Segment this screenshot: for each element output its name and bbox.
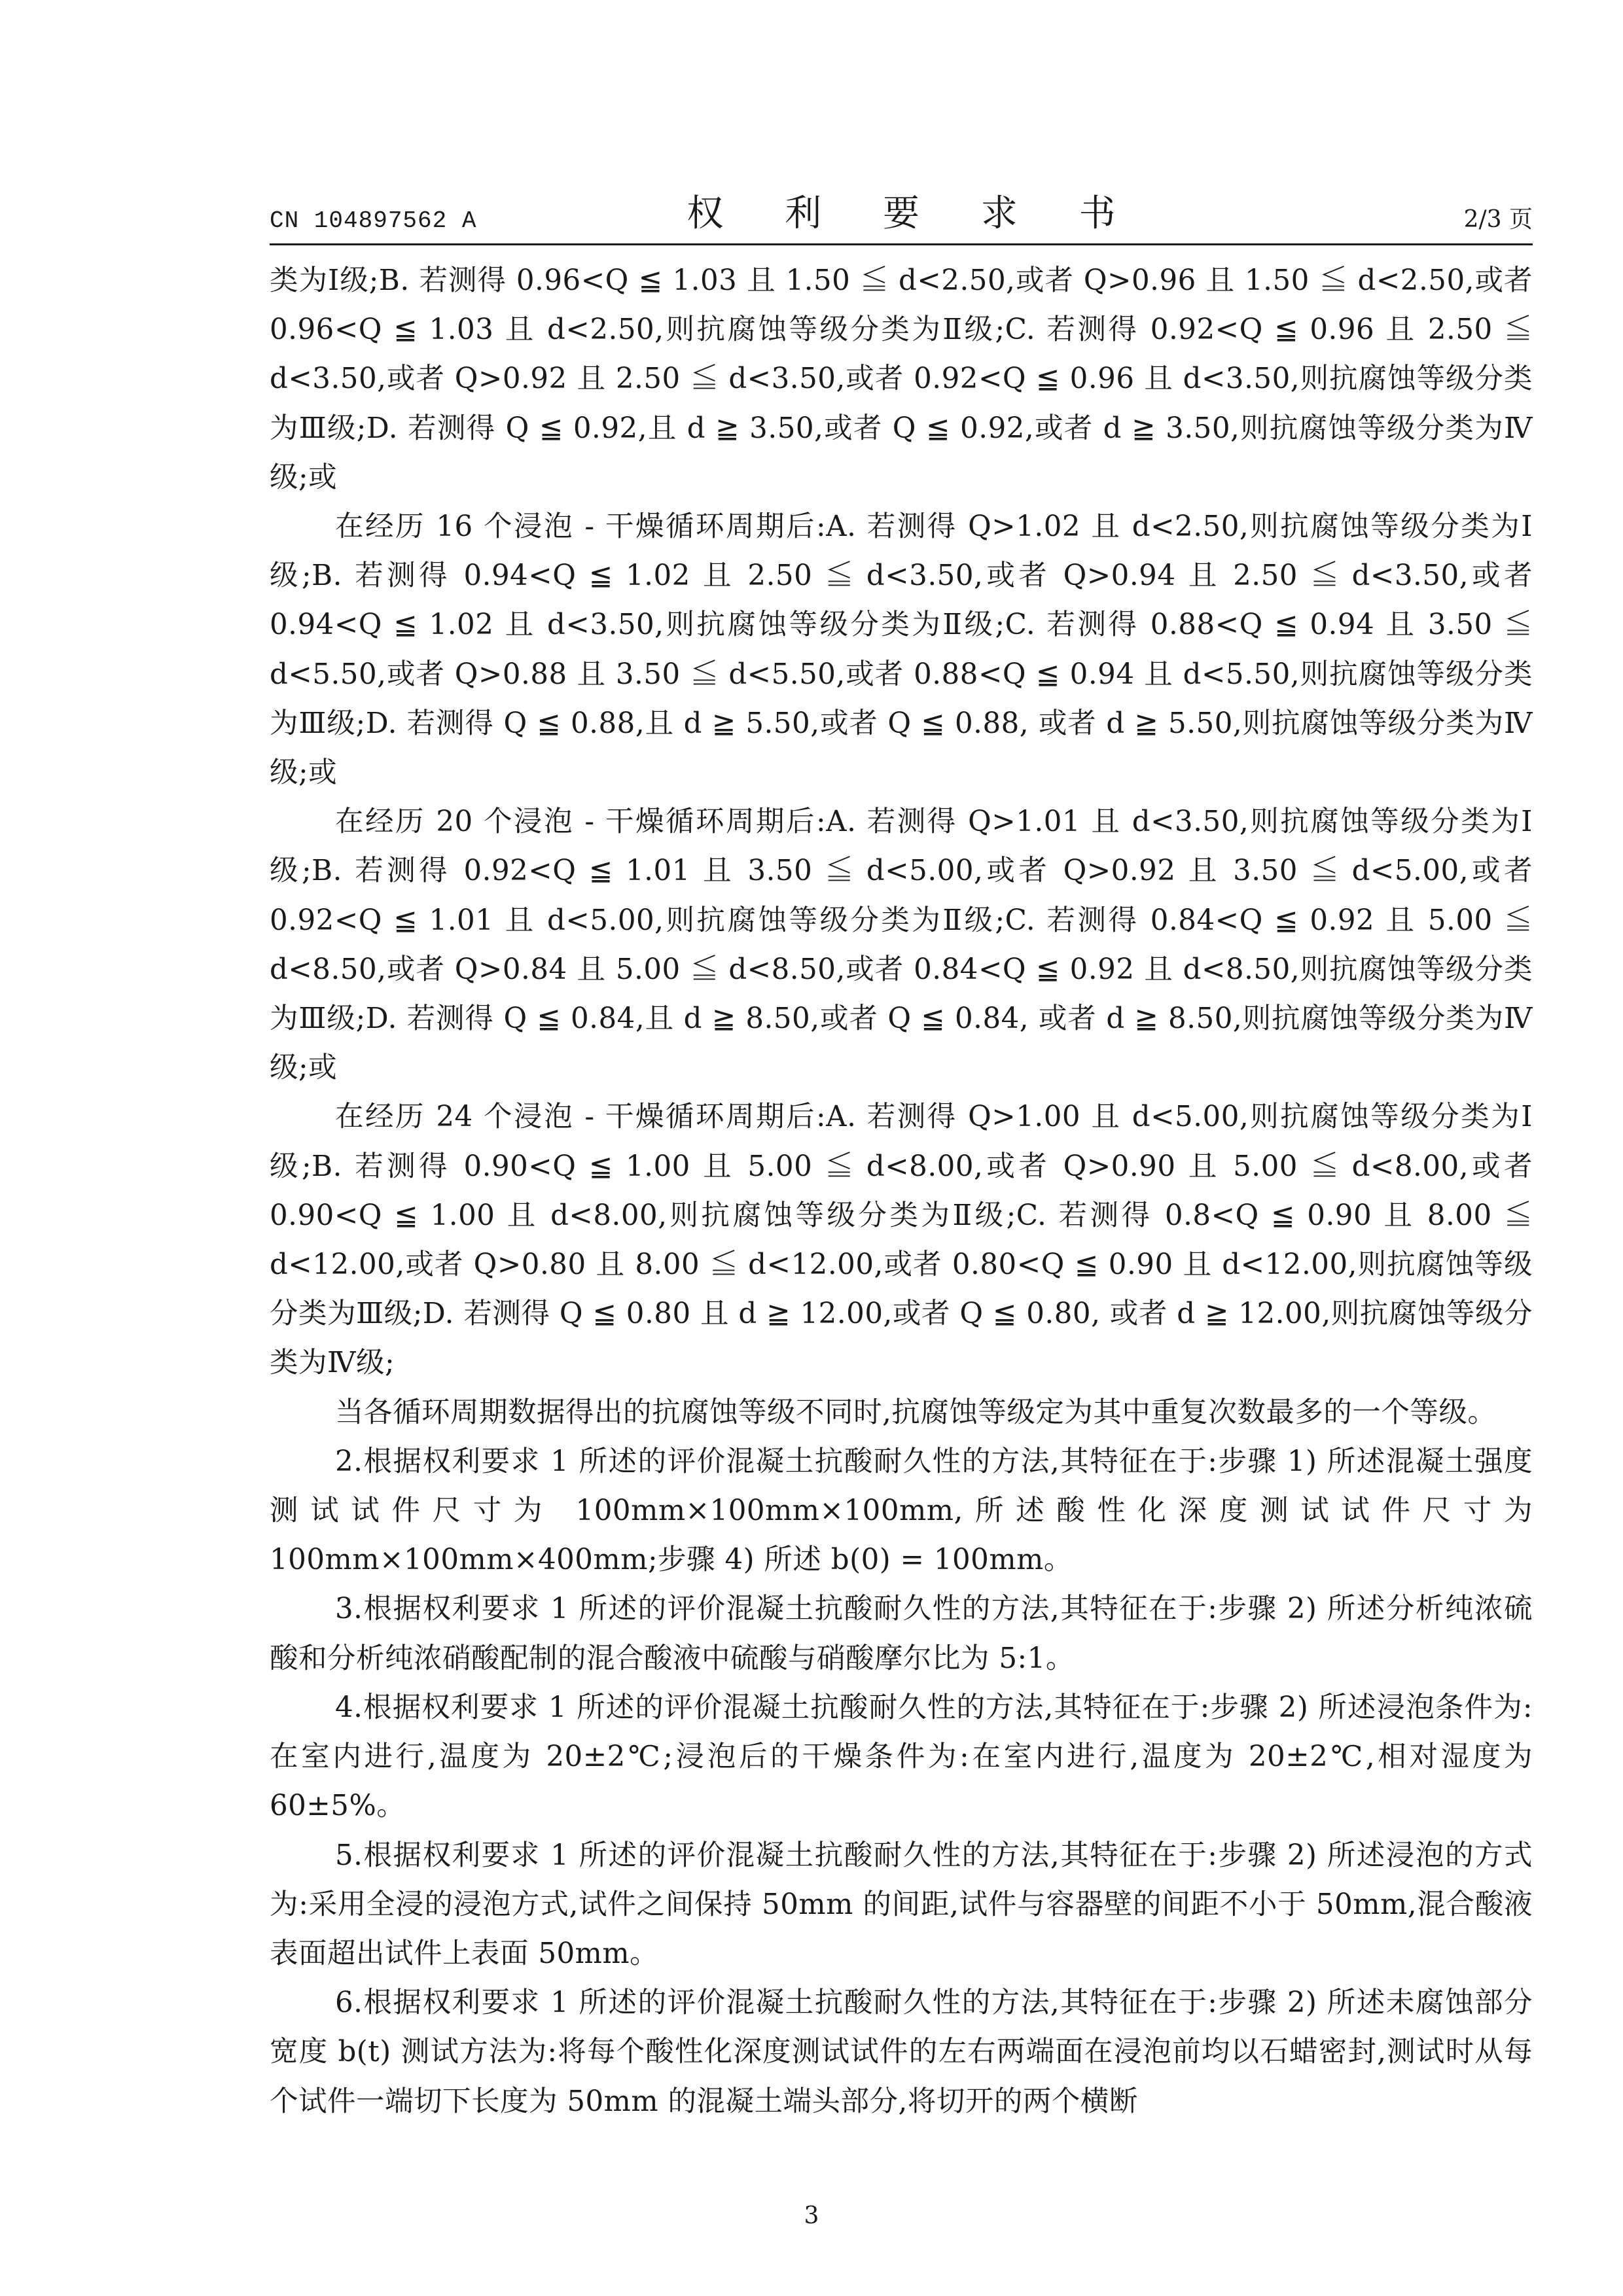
publication-number: CN 104897562 A	[270, 207, 477, 234]
page-header	[270, 188, 1533, 241]
claim-4: 4.根据权利要求 1 所述的评价混凝土抗酸耐久性的方法,其特征在于:步骤 2) 所述浸泡条件为:在室内进行,温度为 20±2℃;浸泡后的干燥条件为:在室内进行,温度为 20±2℃,相对湿度为 60±5%。	[270, 1691, 1533, 1823]
claim-paragraph-16-cycles: 在经历 16 个浸泡 - 干燥循环周期后:A. 若测得 Q>1.02 且 d<2.50,则抗腐蚀等级分类为Ⅰ级;B. 若测得 0.94<Q ≦ 1.02 且 2.50 ≦ d<3.50,或者 Q>0.94 且 2.50 ≦ d<3.50,或者 0.94<Q ≦ 1.02 且 d<3.50,则抗腐蚀等级分类为Ⅱ级;C. 若测得 0.88<Q ≦ 0.94 且 3.50 ≦ d<5.50,或者 Q>0.88 且 3.50 ≦ d<5.50,或者 0.88<Q ≦ 0.94 且 d<5.50,则抗腐蚀等级分类为Ⅲ级;D. 若测得 Q ≦ 0.88,且 d ≧ 5.50,或者 Q ≦ 0.88, 或者 d ≧ 5.50,则抗腐蚀等级分类为Ⅳ级;或	[270, 510, 1533, 790]
claim-6: 6.根据权利要求 1 所述的评价混凝土抗酸耐久性的方法,其特征在于:步骤 2) 所述未腐蚀部分宽度 b(t) 测试方法为:将每个酸性化深度测试试件的左右两端面在浸泡前均以石蜡密封,测试时从每个试件一端切下长度为 50mm 的混凝土端头部分,将切开的两个横断	[270, 1987, 1533, 2118]
claim-paragraph-grade-rule: 当各循环周期数据得出的抗腐蚀等级不同时,抗腐蚀等级定为其中重复次数最多的一个等级。	[335, 1396, 1497, 1429]
claim-paragraph-24-cycles: 在经历 24 个浸泡 - 干燥循环周期后:A. 若测得 Q>1.00 且 d<5.00,则抗腐蚀等级分类为Ⅰ级;B. 若测得 0.90<Q ≦ 1.00 且 5.00 ≦ d<8.00,或者 Q>0.90 且 5.00 ≦ d<8.00,或者 0.90<Q ≦ 1.00 且 d<8.00,则抗腐蚀等级分类为Ⅱ级;C. 若测得 0.8<Q ≦ 0.90 且 8.00 ≦ d<12.00,或者 Q>0.80 且 8.00 ≦ d<12.00,或者 0.80<Q ≦ 0.90 且 d<12.00,则抗腐蚀等级分类为Ⅲ级;D. 若测得 Q ≦ 0.80 且 d ≧ 12.00,或者 Q ≦ 0.80, 或者 d ≧ 12.00,则抗腐蚀等级分类为Ⅳ级;	[270, 1101, 1533, 1380]
claim-paragraph-20-cycles: 在经历 20 个浸泡 - 干燥循环周期后:A. 若测得 Q>1.01 且 d<3.50,则抗腐蚀等级分类为Ⅰ级;B. 若测得 0.92<Q ≦ 1.01 且 3.50 ≦ d<5.00,或者 Q>0.92 且 3.50 ≦ d<5.00,或者 0.92<Q ≦ 1.01 且 d<5.00,则抗腐蚀等级分类为Ⅱ级;C. 若测得 0.84<Q ≦ 0.92 且 5.00 ≦ d<8.50,或者 Q>0.84 且 5.00 ≦ d<8.50,或者 0.84<Q ≦ 0.92 且 d<8.50,则抗腐蚀等级分类为Ⅲ级;D. 若测得 Q ≦ 0.84,且 d ≧ 8.50,或者 Q ≦ 0.84, 或者 d ≧ 8.50,则抗腐蚀等级分类为Ⅳ级;或	[270, 805, 1533, 1085]
claim-3: 3.根据权利要求 1 所述的评价混凝土抗酸耐久性的方法,其特征在于:步骤 2) 所述分析纯浓硫酸和分析纯浓硝酸配制的混合酸液中硫酸与硝酸摩尔比为 5:1。	[270, 1593, 1533, 1675]
page-indicator: 2/3 页	[1463, 206, 1533, 233]
header-rule	[270, 243, 1533, 245]
claims-body	[270, 256, 1533, 2127]
page-number: 3	[804, 2202, 819, 2229]
document-title: 权 利 要 求 书	[687, 192, 1141, 235]
claim-paragraph-continued: 类为Ⅰ级;B. 若测得 0.96<Q ≦ 1.03 且 1.50 ≦ d<2.50,或者 Q>0.96 且 1.50 ≦ d<2.50,或者 0.96<Q ≦ 1.03 且 d<2.50,则抗腐蚀等级分类为Ⅱ级;C. 若测得 0.92<Q ≦ 0.96 且 2.50 ≦ d<3.50,或者 Q>0.92 且 2.50 ≦ d<3.50,或者 0.92<Q ≦ 0.96 且 d<3.50,则抗腐蚀等级分类为Ⅲ级;D. 若测得 Q ≦ 0.92,且 d ≧ 3.50,或者 Q ≦ 0.92,或者 d ≧ 3.50,则抗腐蚀等级分类为Ⅳ级;或	[270, 264, 1533, 494]
claim-5: 5.根据权利要求 1 所述的评价混凝土抗酸耐久性的方法,其特征在于:步骤 2) 所述浸泡的方式为:采用全浸的浸泡方式,试件之间保持 50mm 的间距,试件与容器壁的间距不小于 50mm,混合酸液表面超出试件上表面 50mm。	[270, 1839, 1533, 1970]
claim-2: 2.根据权利要求 1 所述的评价混凝土抗酸耐久性的方法,其特征在于:步骤 1) 所述混凝土强度测试试件尺寸为 100mm×100mm×100mm,所述酸性化深度测试试件尺寸为 100mm×100mm×400mm;步骤 4) 所述 b(0) = 100mm。	[270, 1445, 1533, 1577]
